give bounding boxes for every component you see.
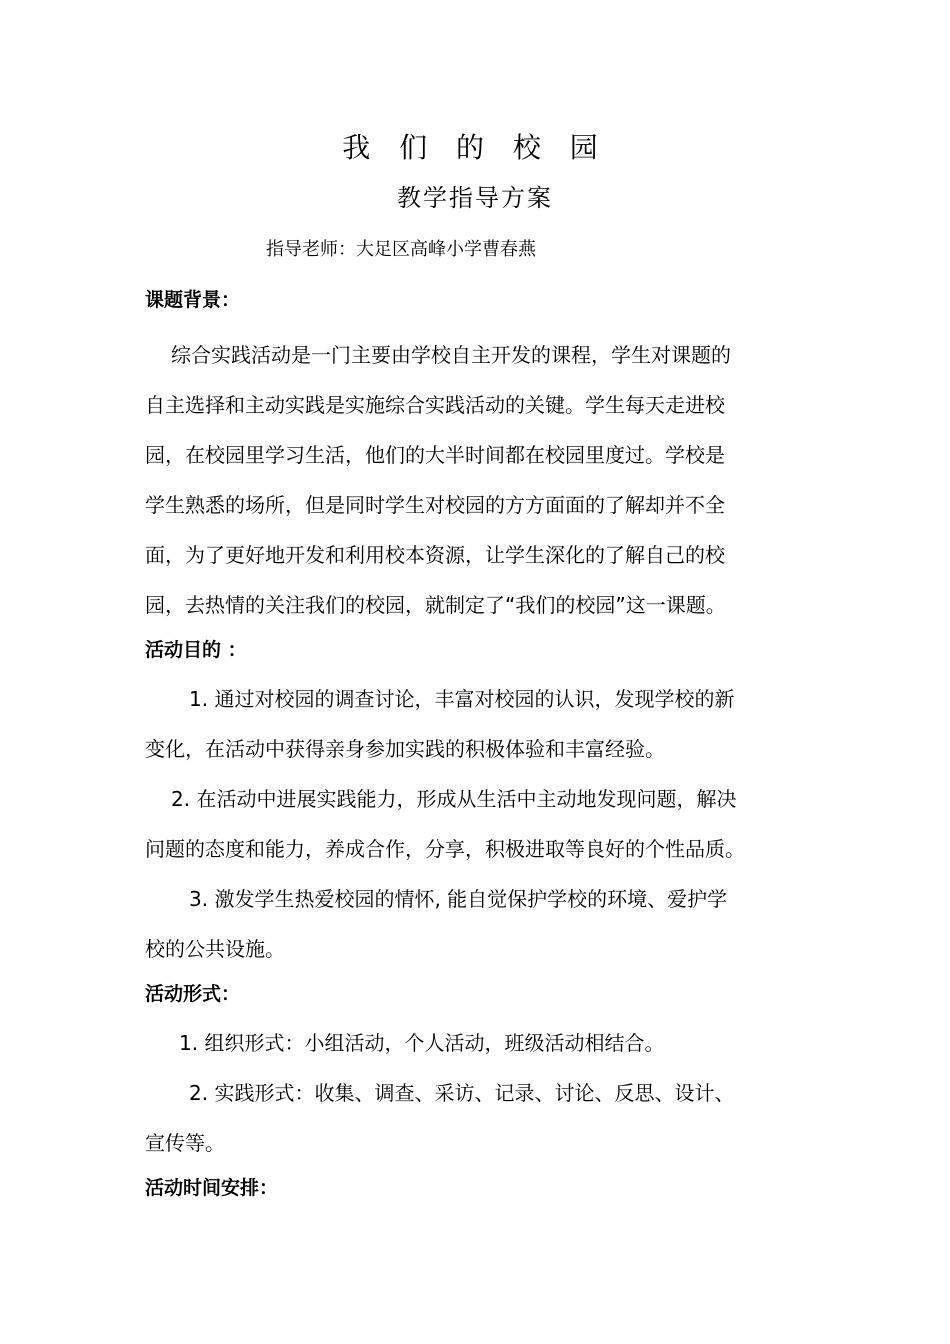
text-line: 综合实践活动是一门主要由学校自主开发的课程，学生对课题的 — [171, 343, 731, 367]
section-heading-forms: 活动形式： — [145, 983, 241, 1005]
section-heading-goals: 活动目的 ： — [145, 639, 247, 661]
text-line: 1. 通过对校园的调查讨论，丰富对校园的认识，发现学校的新 — [189, 687, 735, 711]
text-line: 学生熟悉的场所，但是同时学生对校园的方方面面的了解却并不全 — [145, 493, 725, 517]
document-subtitle: 教学指导方案 — [397, 184, 553, 212]
text-line: 园，在校园里学习生活，他们的大半时间都在校园里度过。学校是 — [145, 443, 725, 467]
section-goals-text — [145, 674, 815, 974]
text-line: 2. 在活动中进展实践能力，形成从生活中主动地发现问题，解决 — [171, 787, 737, 811]
text-line: 3. 激发学生热爱校园的情怀, 能自觉保护学校的环境、爱护学 — [189, 887, 728, 911]
section-forms-text — [145, 1018, 815, 1168]
text-line: 宣传等。 — [145, 1131, 225, 1155]
document-title: 我 们 的 校 园 — [342, 131, 608, 164]
document-body — [145, 280, 815, 1208]
text-line: 校的公共设施。 — [145, 937, 285, 961]
text-line: 面，为了更好地开发和利用校本资源，让学生深化的了解自己的校 — [145, 543, 725, 567]
section-background-text — [145, 330, 815, 630]
text-line: 自主选择和主动实践是实施综合实践活动的关键。学生每天走进校 — [145, 393, 725, 417]
text-line: 2. 实践形式：收集、调查、采访、记录、讨论、反思、设计、 — [189, 1081, 735, 1105]
section-heading-schedule: 活动时间安排： — [145, 1177, 279, 1199]
text-line: 问题的态度和能力，养成合作，分享，积极进取等良好的个性品质。 — [145, 837, 745, 861]
text-line: 1. 组织形式：小组活动，个人活动，班级活动相结合。 — [179, 1031, 665, 1055]
text-line: 园，去热情的关注我们的校园，就制定了“我们的校园”这一课题。 — [145, 593, 726, 617]
author-line: 指导老师：大足区高峰小学曹春燕 — [266, 239, 536, 260]
section-heading-background: 课题背景： — [145, 289, 241, 311]
text-line: 变化，在活动中获得亲身参加实践的积极体验和丰富经验。 — [145, 737, 665, 761]
